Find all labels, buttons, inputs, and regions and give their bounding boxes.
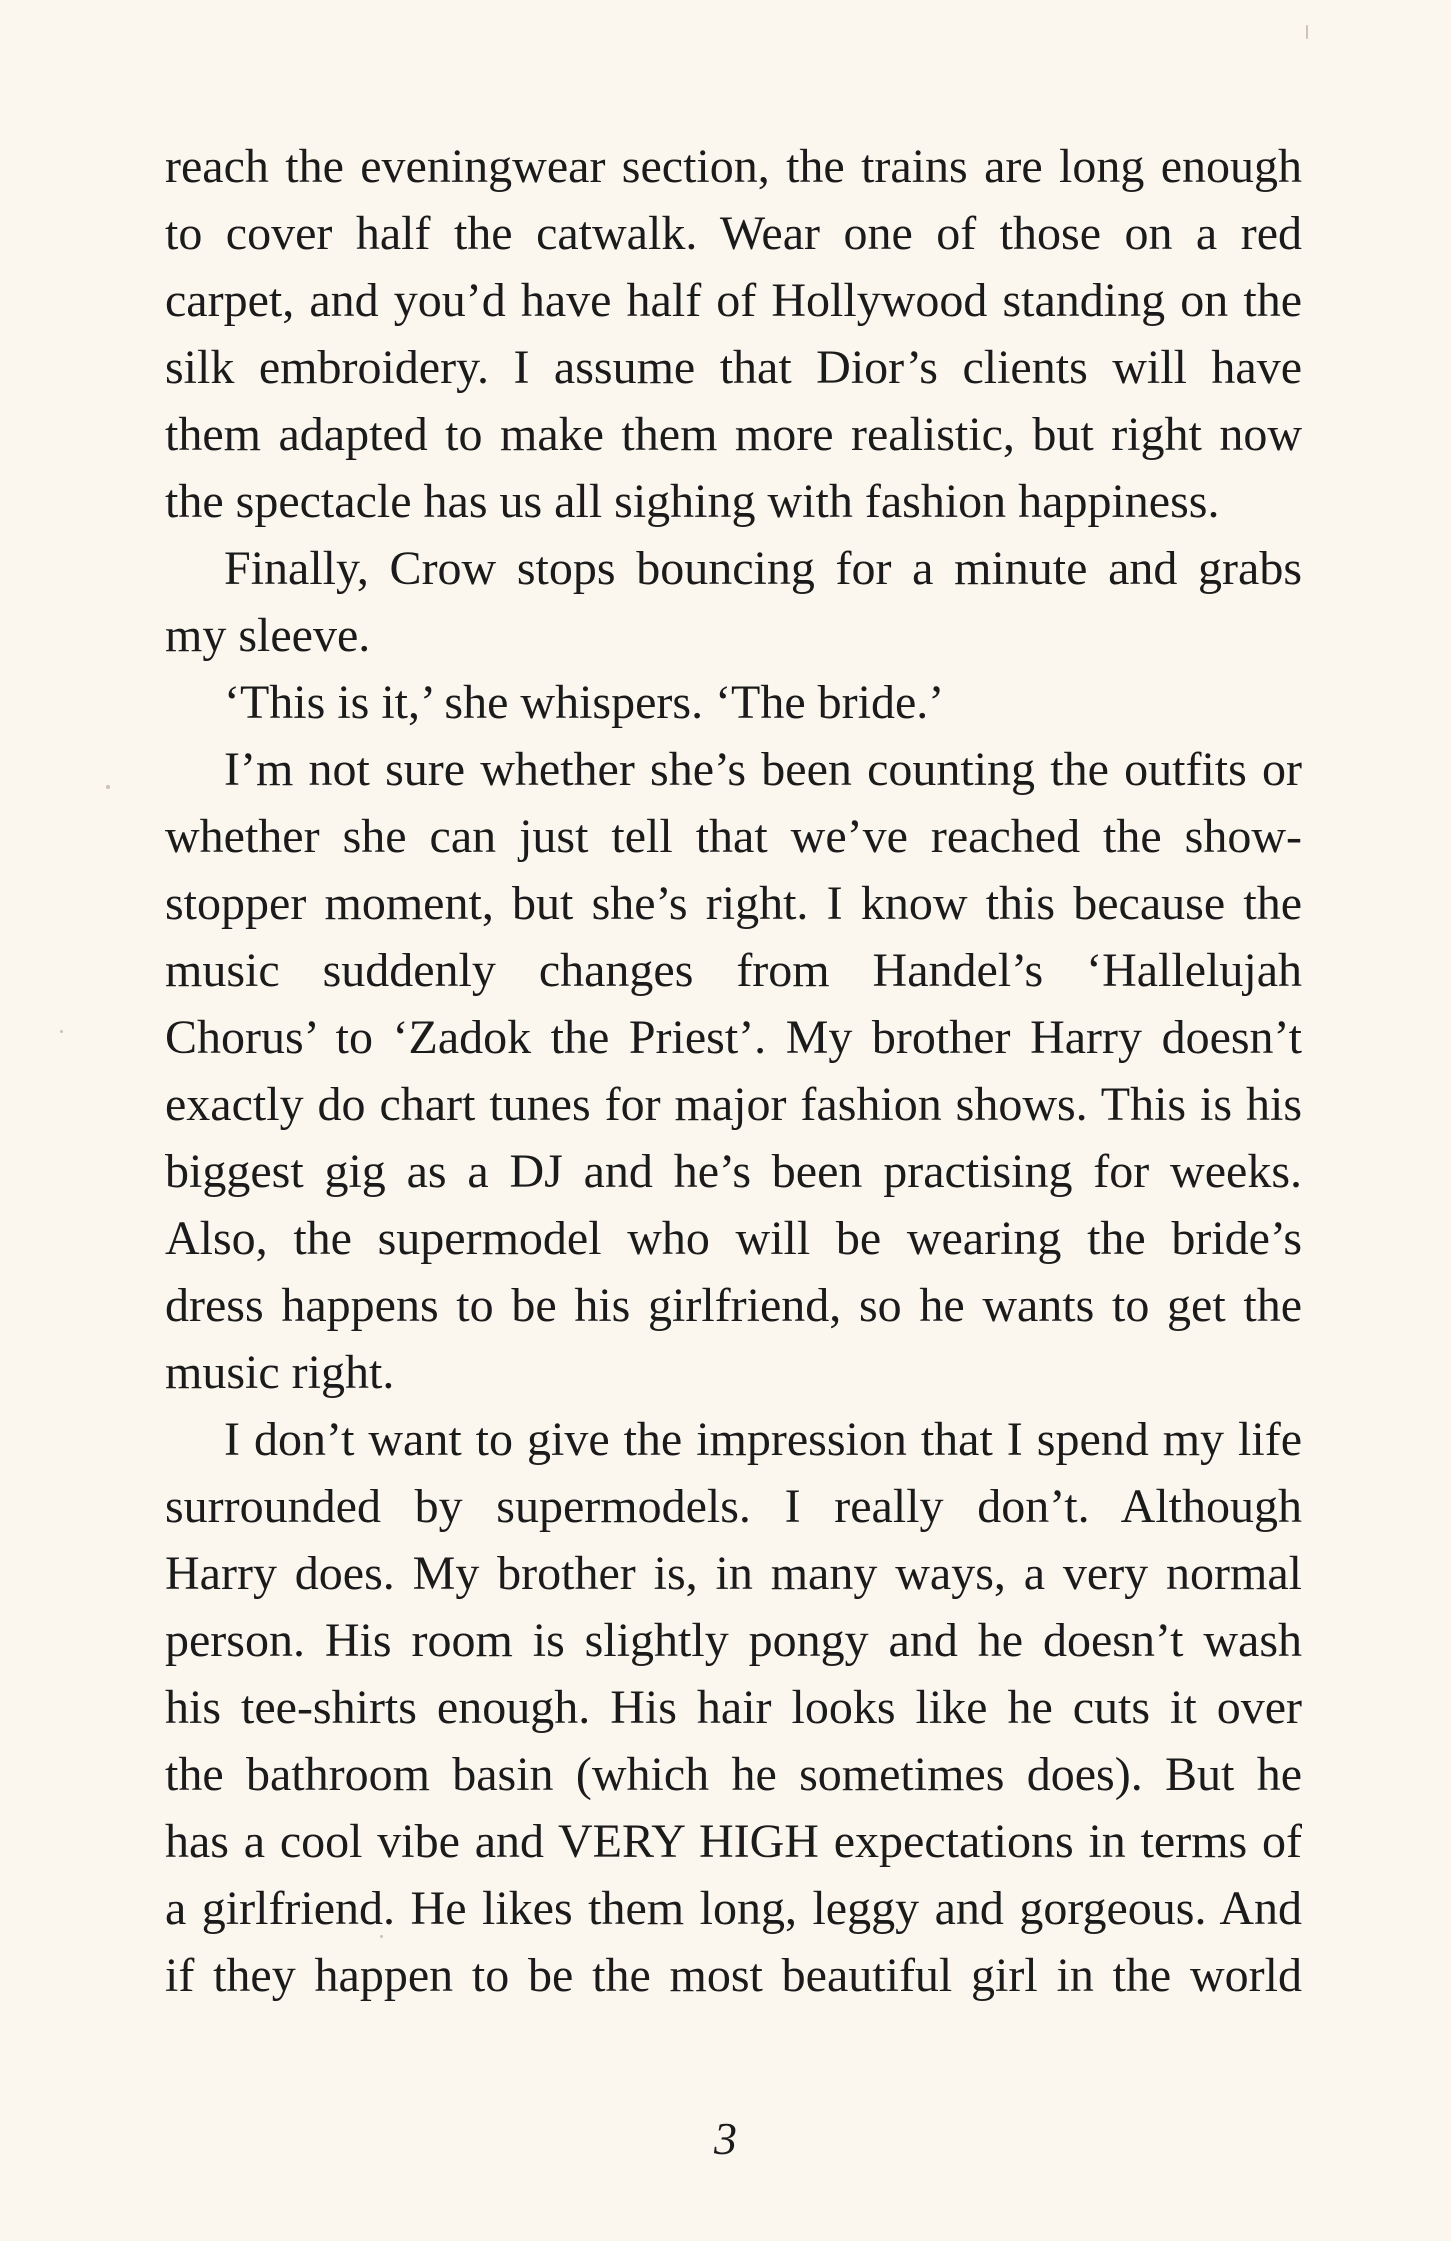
text-line: a girlfriend. He likes them long, leggy and gorgeous. And bbox=[165, 1882, 1302, 1935]
text-line: surrounded by supermodels. I really don’t. Although bbox=[165, 1480, 1302, 1533]
text-line: his tee-shirts enough. His hair looks like he cuts it over bbox=[165, 1681, 1302, 1734]
text-line: stopper moment, but she’s right. I know this because the bbox=[165, 877, 1302, 930]
text-line: person. His room is slightly pongy and he doesn’t wash bbox=[165, 1614, 1302, 1667]
paper-speck bbox=[60, 1030, 63, 1033]
text-line: reach the eveningwear section, the trains are long enough bbox=[165, 140, 1302, 193]
page-number: 3 bbox=[714, 2113, 737, 2164]
text-line: I’m not sure whether she’s been counting the outfits or bbox=[224, 743, 1302, 796]
text-line: the bathroom basin (which he sometimes does). But he bbox=[165, 1748, 1302, 1801]
text-line: whether she can just tell that we’ve reached the show- bbox=[165, 810, 1302, 863]
text-line: Finally, Crow stops bouncing for a minute and grabs bbox=[224, 542, 1302, 595]
paper-speck bbox=[106, 785, 110, 789]
text-line: to cover half the catwalk. Wear one of those on a red bbox=[165, 207, 1302, 260]
text-line: carpet, and you’d have half of Hollywood standing on the bbox=[165, 274, 1302, 327]
text-line: ‘This is it,’ she whispers. ‘The bride.’ bbox=[224, 676, 945, 729]
text-line: silk embroidery. I assume that Dior’s clients will have bbox=[165, 341, 1302, 394]
paper-speck bbox=[380, 1935, 383, 1938]
text-line: Also, the supermodel who will be wearing the bride’s bbox=[165, 1212, 1302, 1265]
text-line: I don’t want to give the impression that I spend my life bbox=[224, 1413, 1302, 1466]
text-line: my sleeve. bbox=[165, 609, 371, 662]
text-line: music suddenly changes from Handel’s ‘Hallelujah bbox=[165, 944, 1302, 997]
text-line: if they happen to be the most beautiful girl in the world bbox=[165, 1949, 1302, 2002]
text-line: music right. bbox=[165, 1346, 395, 1399]
body-text bbox=[165, 133, 1302, 2009]
text-line: Chorus’ to ‘Zadok the Priest’. My brother Harry doesn’t bbox=[165, 1011, 1302, 1064]
text-line: has a cool vibe and VERY HIGH expectations in terms of bbox=[165, 1815, 1302, 1868]
text-line: the spectacle has us all sighing with fashion happiness. bbox=[165, 475, 1220, 528]
text-line: them adapted to make them more realistic, but right now bbox=[165, 408, 1302, 461]
text-line: exactly do chart tunes for major fashion shows. This is his bbox=[165, 1078, 1302, 1131]
paper-speck bbox=[1306, 25, 1308, 39]
text-line: biggest gig as a DJ and he’s been practising for weeks. bbox=[165, 1145, 1302, 1198]
text-line: dress happens to be his girlfriend, so he wants to get the bbox=[165, 1279, 1302, 1332]
text-line: Harry does. My brother is, in many ways, a very normal bbox=[165, 1547, 1302, 1600]
